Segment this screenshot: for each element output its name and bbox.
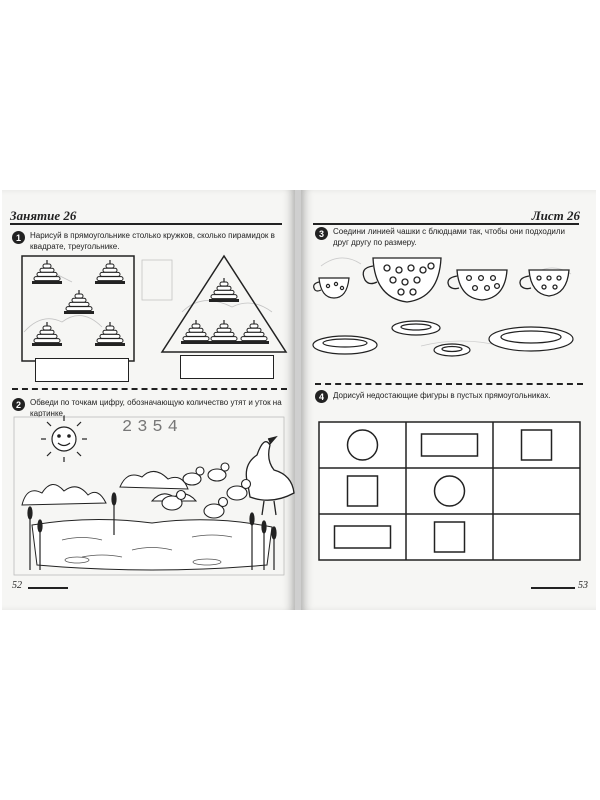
square-shape bbox=[522, 430, 552, 460]
header-line bbox=[10, 223, 282, 225]
saucer-medium-icon[interactable] bbox=[313, 336, 377, 354]
cup-large-icon[interactable] bbox=[363, 258, 441, 302]
pyramid-icon bbox=[95, 260, 125, 284]
pyramid-icon bbox=[64, 290, 94, 314]
pyramid-icon bbox=[209, 320, 239, 344]
grid-cell-empty[interactable] bbox=[494, 515, 579, 559]
tracing-digits[interactable]: 2354 bbox=[122, 418, 183, 437]
sheet-title: Лист 26 bbox=[531, 208, 580, 223]
saucer-large-icon[interactable] bbox=[489, 327, 573, 351]
saucer-tiny-icon[interactable] bbox=[434, 344, 470, 356]
pyramid-icon bbox=[95, 322, 125, 346]
footer-line-right bbox=[531, 587, 575, 589]
task-2-instruction: Обведи по точкам цифру, обозначающую количество утят и уток на картинке. bbox=[30, 398, 282, 418]
task-4-instruction: Дорисуй недостающие фигуры в пустых прямоугольниках. bbox=[333, 391, 551, 400]
square-shape bbox=[435, 522, 465, 552]
circle-shape bbox=[348, 430, 378, 460]
cup-medium-small-icon[interactable] bbox=[520, 270, 569, 296]
cup-medium-icon[interactable] bbox=[448, 270, 507, 300]
cups-and-saucers bbox=[301, 246, 596, 366]
lesson-title: Занятие 26 bbox=[10, 208, 77, 223]
page-number-left: 52 bbox=[12, 580, 22, 591]
goose-icon bbox=[246, 437, 294, 515]
grid-cell-empty[interactable] bbox=[494, 469, 579, 513]
saucer-small-icon[interactable] bbox=[392, 321, 440, 335]
workbook-spread bbox=[2, 190, 596, 610]
pyramid-icon bbox=[181, 320, 211, 344]
task-1-instruction: Нарисуй в прямоугольнике столько кружков, сколько пирамидок в квадрате, треугольнике. bbox=[30, 231, 275, 251]
duckling-group bbox=[162, 463, 251, 518]
pyramid-icon bbox=[32, 322, 62, 346]
rectangle-shape bbox=[422, 434, 478, 456]
answer-box-triangle[interactable] bbox=[180, 355, 274, 379]
shape-grid bbox=[301, 418, 596, 578]
cup-small-icon[interactable] bbox=[314, 278, 349, 298]
square-shape bbox=[348, 476, 378, 506]
sun-icon bbox=[41, 416, 87, 462]
task-3-instruction: Соедини линией чашки с блюдцами так, чтобы они подходили друг другу по размеру. bbox=[333, 227, 565, 247]
pyramid-icon bbox=[209, 278, 239, 302]
pond-illustration bbox=[2, 415, 295, 580]
pyramid-icon bbox=[239, 320, 269, 344]
page-number-right: 53 bbox=[578, 580, 588, 591]
answer-box-square[interactable] bbox=[35, 358, 129, 382]
task-3-number: 3 bbox=[315, 227, 328, 240]
task-2-number: 2 bbox=[12, 398, 25, 411]
rectangle-shape bbox=[335, 526, 391, 548]
pyramid-icon bbox=[32, 260, 62, 284]
header-line bbox=[313, 223, 579, 225]
task-1-number: 1 bbox=[12, 231, 25, 244]
left-page bbox=[2, 190, 295, 610]
footer-line-left bbox=[28, 587, 68, 589]
section-divider bbox=[12, 388, 287, 390]
right-page bbox=[301, 190, 596, 610]
section-divider bbox=[315, 383, 583, 385]
task-4-number: 4 bbox=[315, 390, 328, 403]
circle-shape bbox=[435, 476, 465, 506]
